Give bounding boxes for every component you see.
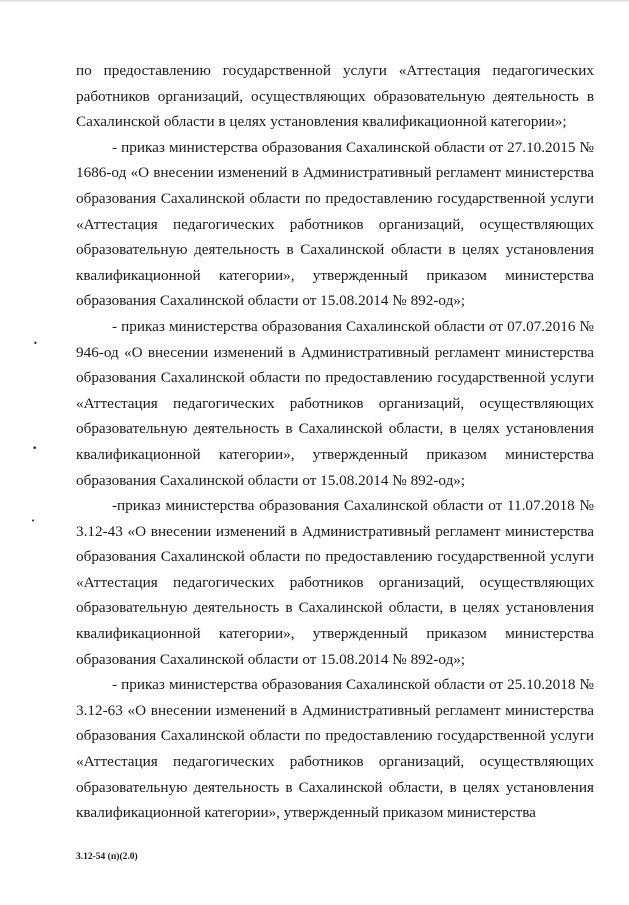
document-body [76,58,594,826]
scan-mark: • [31,517,36,525]
document-code: 3.12-54 (п)(2.0) [76,852,138,862]
paragraph-order-2018-07: -приказ министерства образования Сахалинской области от 11.07.2018 № 3.12-43 «О внесении изменений в Административный регламент министерства образования Сахалинской области по предоставлению государственной услуги «Аттестация педагогических работников организаций, осуществляющих образовательную деятельность в Сахалинской области, в целях установления квалификационной категории», утвержденный приказом министерства образования Сахалинской области от 15.08.2014 № 892-од»; [76,497,594,668]
paragraph-order-2015: - приказ министерства образования Сахалинской области от 27.10.2015 № 1686-од «О внесении изменений в Административный регламент министерства образования Сахалинской области по предоставлению государственной услуги «Аттестация педагогических работников организаций, осуществляющих образовательную деятельность в Сахалинской области в целях установления квалификационной категории», утвержденный приказом министерства образования Сахалинской области от 15.08.2014 № 892-од»; [76,138,594,310]
scan-mark: • [32,444,38,454]
scan-edge [0,0,629,3]
paragraph-order-2018-10: - приказ министерства образования Сахалинской области от 25.10.2018 № 3.12-63 «О внесении изменений в Административный регламент министерства образования Сахалинской области по предоставлению государственной услуги «Аттестация педагогических работников организаций, осуществляющих образовательную деятельность в Сахалинской области, в целях установления квалификационной категории», утвержденный приказом министерства [76,676,594,822]
paragraph-order-2016: - приказ министерства образования Сахалинской области от 07.07.2016 № 946-од «О внесении изменений в Административный регламент министерства образования Сахалинской области по предоставлению государственной услуги «Аттестация педагогических работников организаций, осуществляющих образовательную деятельность в Сахалинской области, в целях установления квалификационной категории», утвержденный приказом министерства образования Сахалинской области от 15.08.2014 № 892-од»; [76,317,594,489]
scan-mark: • [33,339,38,348]
paragraph-continuation: по предоставлению государственной услуги «Аттестация педагогических работников организаций, осуществляющих образовательную деятельность в Сахалинской области в целях установления квалификационной категории»; [76,62,594,131]
